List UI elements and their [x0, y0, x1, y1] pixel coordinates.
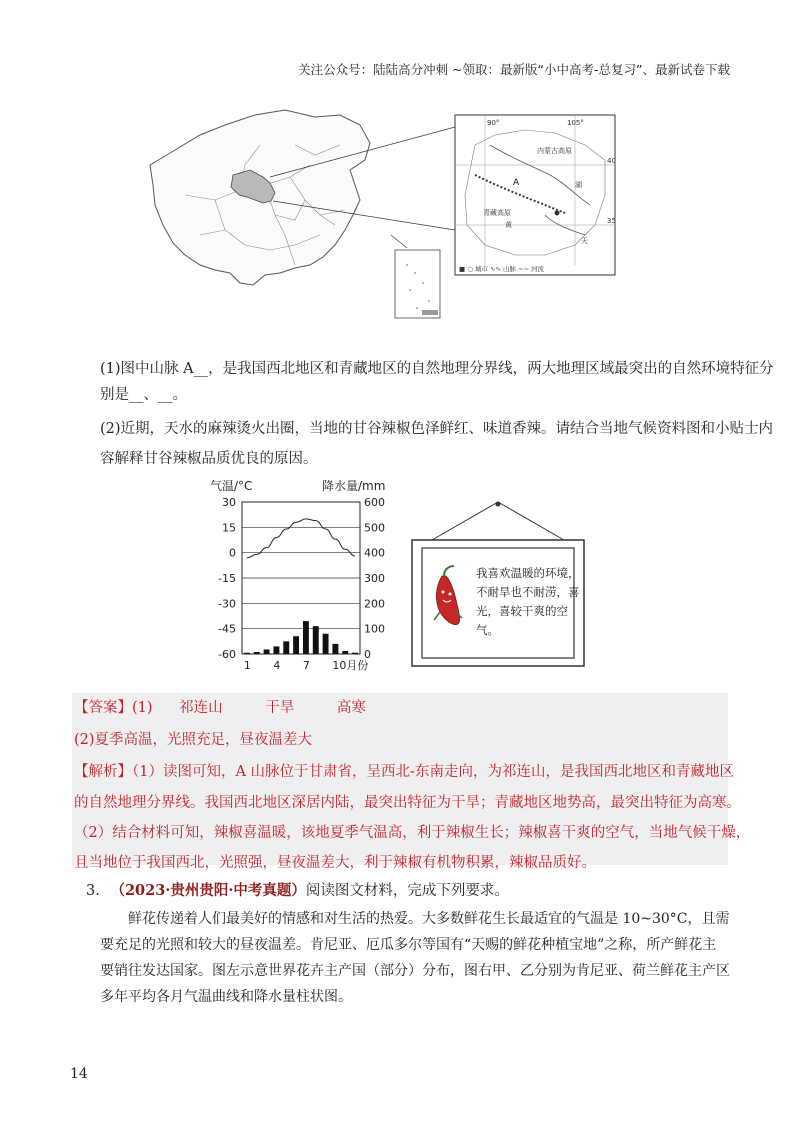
- question-2: (2)近期，天水的麻辣烫火出圈，当地的甘谷辣椒色泽鲜红、味道香辣。请结合当地气候资料图和小贴士内: [100, 421, 774, 437]
- precip-bar: [342, 651, 348, 654]
- left-tick-label: -60: [218, 648, 236, 661]
- page-number: 14: [70, 1066, 88, 1082]
- answer-1-value-2: 干旱: [265, 700, 295, 716]
- x-tick-label: 7: [302, 659, 310, 672]
- left-tick-label: 30: [222, 496, 236, 509]
- answer-1-value-3: 高寒: [336, 700, 366, 716]
- precip-bar: [323, 634, 329, 654]
- china-map-figure: [145, 105, 625, 325]
- inset-region-sw: 青藏高原: [483, 209, 511, 217]
- question-3-header: [86, 880, 509, 902]
- question-3-source: （2023·贵州贵阳·中考真题）: [110, 882, 306, 899]
- right-tick-label: 0: [364, 648, 371, 661]
- left-tick-label: -15: [218, 572, 236, 585]
- analysis-text-1: （1）读图可知，A 山脉位于甘肃省，呈西北-东南走向，为祁连山，是我国西北地区和青藏地区: [132, 764, 734, 780]
- question-1-cont: 别是__、__。: [100, 387, 187, 403]
- question-2-cont: 容解释甘谷辣椒品质优良的原因。: [100, 451, 318, 467]
- answer-1-label: (1): [132, 700, 153, 716]
- analysis-line-1: [74, 761, 734, 783]
- right-tick-label: 500: [364, 521, 385, 535]
- inset-lat-upper: 40: [607, 157, 616, 165]
- inset-lat-lower: 35: [607, 217, 616, 225]
- precip-bar: [244, 653, 250, 654]
- analysis-line-4: 且当地位于我国西北，光照强，昼夜温差大，利于辣椒有机物积累，辣椒品质好。: [74, 855, 596, 871]
- answer-line-1: [74, 697, 366, 719]
- precip-bar: [313, 626, 319, 654]
- right-tick-label: 600: [364, 496, 385, 509]
- inset-river-label: 天: [581, 237, 588, 245]
- analysis-line-3: （2）结合材料可知，辣椒喜温暖，该地夏季气温高，利于辣椒生长；辣椒喜干爽的空气，当地气候干燥，: [74, 825, 751, 841]
- answer-1-value-1: 祁连山: [179, 700, 223, 716]
- precip-bar: [293, 636, 299, 654]
- right-tick-label: 100: [364, 622, 385, 636]
- left-tick-label: -45: [218, 622, 236, 636]
- right-tick-label: 400: [364, 546, 385, 560]
- answer-tag: 【答案】: [74, 700, 132, 716]
- inset-lake-label: 湖: [575, 181, 582, 189]
- y-axis-left-label: 气温/°C: [210, 479, 253, 493]
- inset-map: [455, 115, 615, 275]
- question-3-number: 3.: [86, 883, 100, 899]
- tip-text: 我喜欢温暖的环境，不耐旱也不耐涝，喜光，喜较干爽的空气。: [476, 566, 580, 637]
- precip-bar: [254, 652, 260, 654]
- question-3-paragraph: 鲜花传递着人们最美好的情感和对生活的热爱。大多数鲜花生长最适宜的气温是 10~30°C，且需要充足的光照和较大的昼夜温差。肯尼亚、厄瓜多尔等国有“天赐的鲜花种植宝地”之称，所产鲜花主要销往发达国家。图左示意世界花卉主产国（部分）分布，图右甲、乙分别为肯尼亚、荷兰鲜花主产区多年平均各月气温曲线和降水量柱状图。: [100, 911, 730, 1005]
- inset-mountain-label: A: [513, 178, 520, 188]
- left-tick-label: 0: [229, 546, 236, 560]
- right-tick-label: 300: [364, 572, 385, 585]
- inset-tiny-label: 黄: [505, 221, 512, 229]
- precip-bar: [303, 621, 309, 654]
- precip-bar: [264, 649, 270, 654]
- question-1: (1)图中山脉 A__，是我国西北地区和青藏地区的自然地理分界线，两大地理区域最突出的自然环境特征分: [100, 361, 774, 377]
- precip-bar: [273, 646, 279, 654]
- precip-bar: [283, 641, 289, 654]
- inset-legend: ■ ○ 城市 ∿∿ 山脉 ∼∼ 河流: [459, 265, 544, 273]
- inset-region-ne: 内蒙古高原: [537, 147, 572, 155]
- map-svg: [145, 105, 625, 325]
- page-header: 关注公众号：陆陆高分冲刺 ~领取：最新版“小中高考-总复习”、最新试卷下载: [298, 62, 730, 77]
- analysis-tag: 【解析】: [74, 764, 132, 780]
- answer-line-2: (2)夏季高温，光照充足，昼夜温差大: [74, 732, 313, 748]
- left-tick-label: 15: [222, 521, 236, 535]
- precip-bar: [352, 653, 358, 654]
- inset-lon-right: 105°: [567, 119, 584, 127]
- x-tick-label: 1: [243, 659, 251, 672]
- analysis-line-2: 的自然地理分界线。我国西北地区深居内陆，最突出特征为干旱；青藏地区地势高，最突出特征为高寒。: [74, 795, 741, 811]
- x-tick-label: 10月份: [332, 659, 369, 672]
- inset-lon-left: 90°: [487, 119, 500, 127]
- left-tick-label: -30: [218, 597, 236, 611]
- question-3-prompt: 阅读图文材料，完成下列要求。: [305, 883, 509, 899]
- climate-chart-svg: [200, 478, 400, 678]
- climate-chart: [200, 478, 400, 678]
- right-tick-label: 200: [364, 597, 385, 611]
- temperature-curve: [247, 519, 355, 558]
- precip-bar: [332, 644, 338, 654]
- y-axis-right-label: 降水量/mm: [322, 479, 386, 493]
- x-tick-label: 4: [273, 659, 281, 672]
